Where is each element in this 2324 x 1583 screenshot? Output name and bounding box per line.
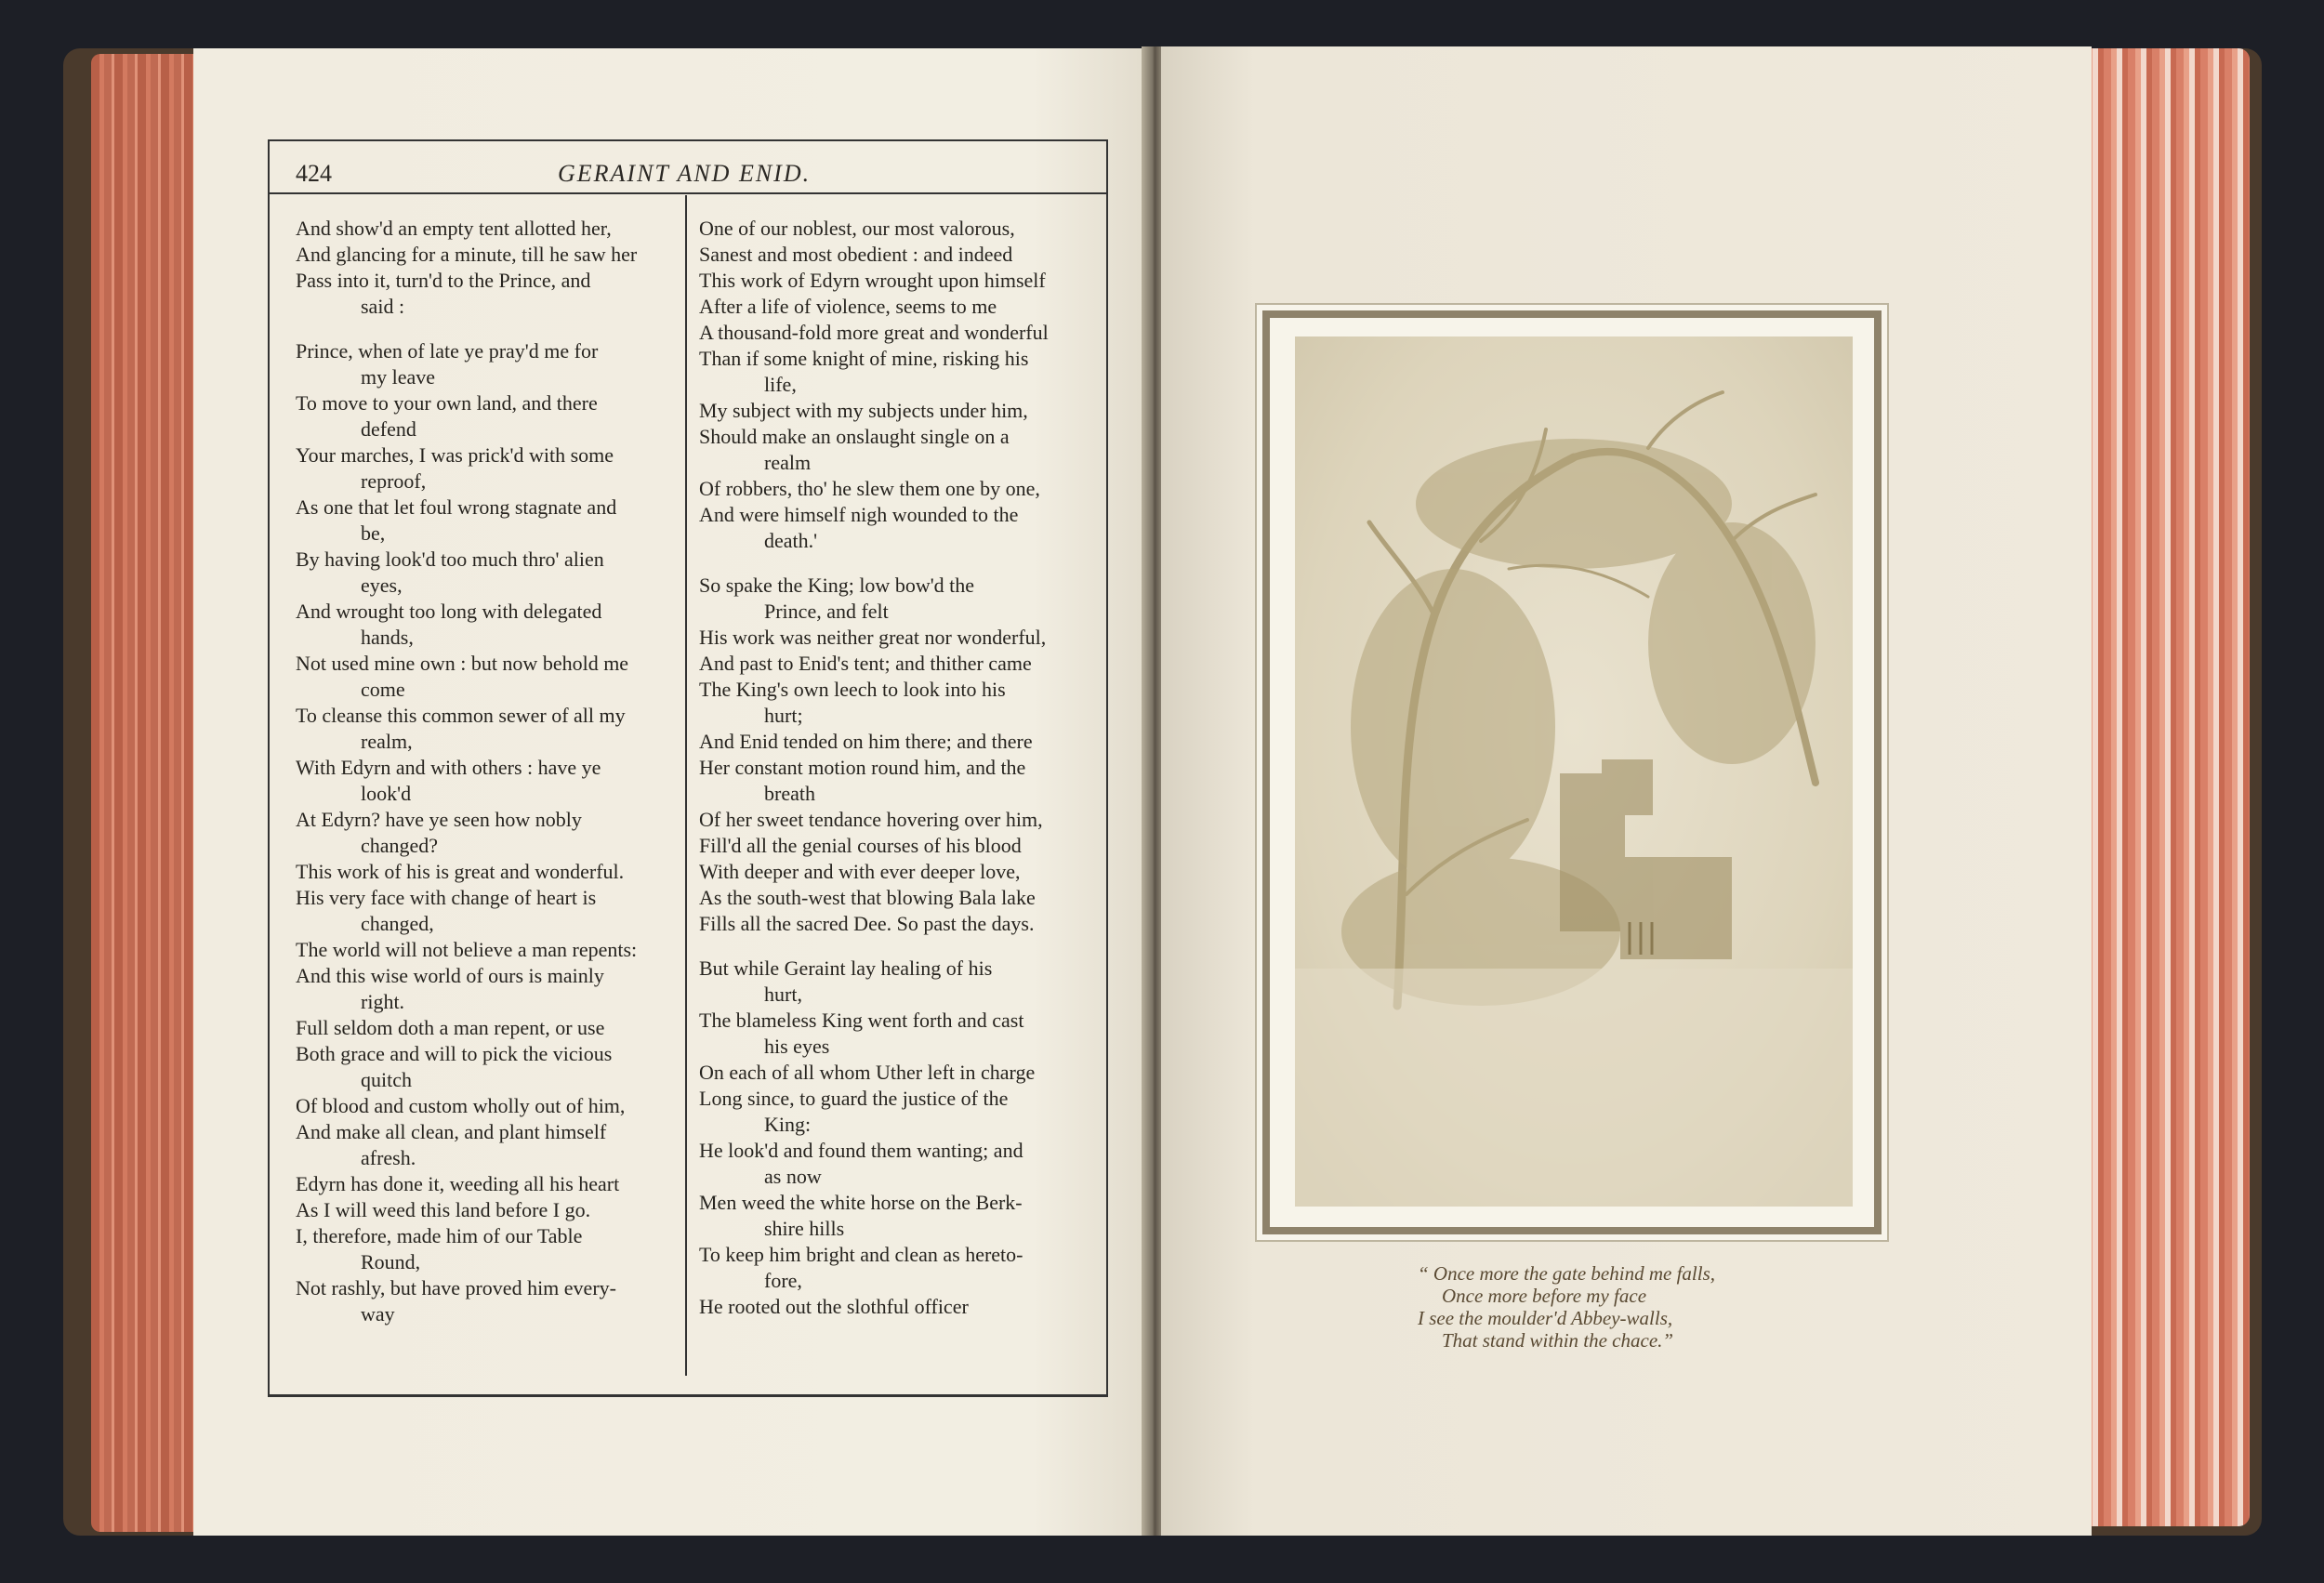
verse-line: A thousand-fold more great and wonderful xyxy=(699,321,1049,344)
verse-line: Edyrn has done it, weeding all his heart xyxy=(296,1172,620,1195)
verse-line: Of her sweet tendance hovering over him, xyxy=(699,808,1043,831)
verse-line: My subject with my subjects under him, xyxy=(699,399,1028,422)
verse-line: right. xyxy=(361,990,405,1013)
verse-line: life, xyxy=(764,373,797,396)
verse-line: quitch xyxy=(361,1068,412,1091)
verse-line: realm xyxy=(764,451,812,474)
page-edges-left xyxy=(91,54,198,1532)
verse-line: shire hills xyxy=(764,1217,845,1240)
verse-line: And were himself nigh wounded to the xyxy=(699,503,1019,526)
verse-line: As one that let foul wrong stagnate and xyxy=(296,495,617,519)
verse-line: To move to your own land, and there xyxy=(296,391,598,415)
header-rule xyxy=(268,192,1108,194)
verse-line: Than if some knight of mine, risking his xyxy=(699,347,1029,370)
verse-line: Men weed the white horse on the Berk- xyxy=(699,1191,1023,1214)
verse-line: And Enid tended on him there; and there xyxy=(699,730,1033,753)
verse-line: The King's own leech to look into his xyxy=(699,678,1006,701)
verse-line: To keep him bright and clean as hereto- xyxy=(699,1243,1023,1266)
verse-line: By having look'd too much thro' alien xyxy=(296,547,604,571)
verse-line: As the south-west that blowing Bala lake xyxy=(699,886,1036,909)
caption-line: I see the moulder'd Abbey-walls, xyxy=(1418,1307,1673,1329)
caption-line: That stand within the chace.” xyxy=(1442,1329,1674,1352)
verse-line: fore, xyxy=(764,1269,802,1292)
verse-line: And this wise world of ours is mainly xyxy=(296,964,604,987)
verse-line: His very face with change of heart is xyxy=(296,886,597,909)
verse-line: And show'd an empty tent allotted her, xyxy=(296,217,612,240)
running-head: GERAINT AND ENID. xyxy=(558,160,812,187)
verse-line: death.' xyxy=(764,529,818,552)
verse-line: Long since, to guard the justice of the xyxy=(699,1087,1009,1110)
verse-line: said : xyxy=(361,295,405,318)
verse-line: Of robbers, tho' he slew them one by one, xyxy=(699,477,1040,500)
verse-line: be, xyxy=(361,521,386,545)
verse-line: afresh. xyxy=(361,1146,416,1169)
photo-caption xyxy=(1418,1262,1715,1352)
verse-line: And make all clean, and plant himself xyxy=(296,1120,607,1143)
verse-line: Both grace and will to pick the vicious xyxy=(296,1042,613,1065)
verse-line: Round, xyxy=(361,1250,421,1273)
page-number: 424 xyxy=(296,160,332,187)
verse-line: But while Geraint lay healing of his xyxy=(699,956,993,980)
verse-line: way xyxy=(361,1302,395,1326)
verse-line: On each of all whom Uther left in charge xyxy=(699,1061,1036,1084)
page-edges-right xyxy=(2087,48,2250,1526)
caption-line: “ Once more the gate behind me falls, xyxy=(1418,1262,1715,1285)
verse-line: Pass into it, turn'd to the Prince, and xyxy=(296,269,591,292)
verse-line: hurt; xyxy=(764,704,803,727)
text-column-left xyxy=(296,216,686,1327)
verse-line: Your marches, I was prick'd with some xyxy=(296,443,614,467)
verse-line: Not rashly, but have proved him every- xyxy=(296,1276,616,1299)
verse-line: He rooted out the slothful officer xyxy=(699,1295,969,1318)
verse-line: Of blood and custom wholly out of him, xyxy=(296,1094,626,1117)
abbey-photograph xyxy=(1295,336,1853,1207)
verse-line: To cleanse this common sewer of all my xyxy=(296,704,626,727)
verse-line: eyes, xyxy=(361,574,403,597)
verse-line: With deeper and with ever deeper love, xyxy=(699,860,1021,883)
verse-line: defend xyxy=(361,417,416,441)
verse-line: Prince, when of late ye pray'd me for xyxy=(296,339,599,363)
verse-line: his eyes xyxy=(764,1035,830,1058)
verse-line: realm, xyxy=(361,730,413,753)
verse-line: And glancing for a minute, till he saw her xyxy=(296,243,638,266)
verse-line: my leave xyxy=(361,365,436,389)
verse-line: So spake the King; low bow'd the xyxy=(699,574,975,597)
verse-line: The world will not believe a man repents: xyxy=(296,938,638,961)
verse-line: I, therefore, made him of our Table xyxy=(296,1224,583,1247)
verse-line: At Edyrn? have ye seen how nobly xyxy=(296,808,582,831)
verse-line: Should make an onslaught single on a xyxy=(699,425,1010,448)
verse-line: This work of his is great and wonderful. xyxy=(296,860,625,883)
verse-line: hands, xyxy=(361,626,414,649)
verse-line: And past to Enid's tent; and thither came xyxy=(699,652,1032,675)
verse-line: King: xyxy=(764,1113,812,1136)
verse-line: As I will weed this land before I go. xyxy=(296,1198,591,1221)
verse-line: look'd xyxy=(361,782,412,805)
verse-line: Fill'd all the genial courses of his blood xyxy=(699,834,1022,857)
verse-line: changed, xyxy=(361,912,434,935)
verse-line: Full seldom doth a man repent, or use xyxy=(296,1016,605,1039)
verse-line: changed? xyxy=(361,834,439,857)
verse-line: Her constant motion round him, and the xyxy=(699,756,1026,779)
verse-line: reproof, xyxy=(361,469,427,493)
verse-line: This work of Edyrn wrought upon himself xyxy=(699,269,1046,292)
verse-line: breath xyxy=(764,782,815,805)
verse-line: One of our noblest, our most valorous, xyxy=(699,217,1015,240)
verse-line: Fills all the sacred Dee. So past the days. xyxy=(699,912,1035,935)
verse-line: hurt, xyxy=(764,983,802,1006)
verse-line: come xyxy=(361,678,405,701)
verse-line: Not used mine own : but now behold me xyxy=(296,652,629,675)
verse-line: Sanest and most obedient : and indeed xyxy=(699,243,1013,266)
verse-line: He look'd and found them wanting; and xyxy=(699,1139,1023,1162)
text-column-right xyxy=(699,216,1094,1320)
verse-line: His work was neither great nor wonderful, xyxy=(699,626,1047,649)
verse-line: After a life of violence, seems to me xyxy=(699,295,997,318)
verse-line: And wrought too long with delegated xyxy=(296,600,602,623)
verse-line: as now xyxy=(764,1165,822,1188)
verse-line: With Edyrn and with others : have ye xyxy=(296,756,601,779)
verse-line: Prince, and felt xyxy=(764,600,889,623)
caption-line: Once more before my face xyxy=(1442,1285,1647,1307)
verse-line: The blameless King went forth and cast xyxy=(699,1009,1024,1032)
